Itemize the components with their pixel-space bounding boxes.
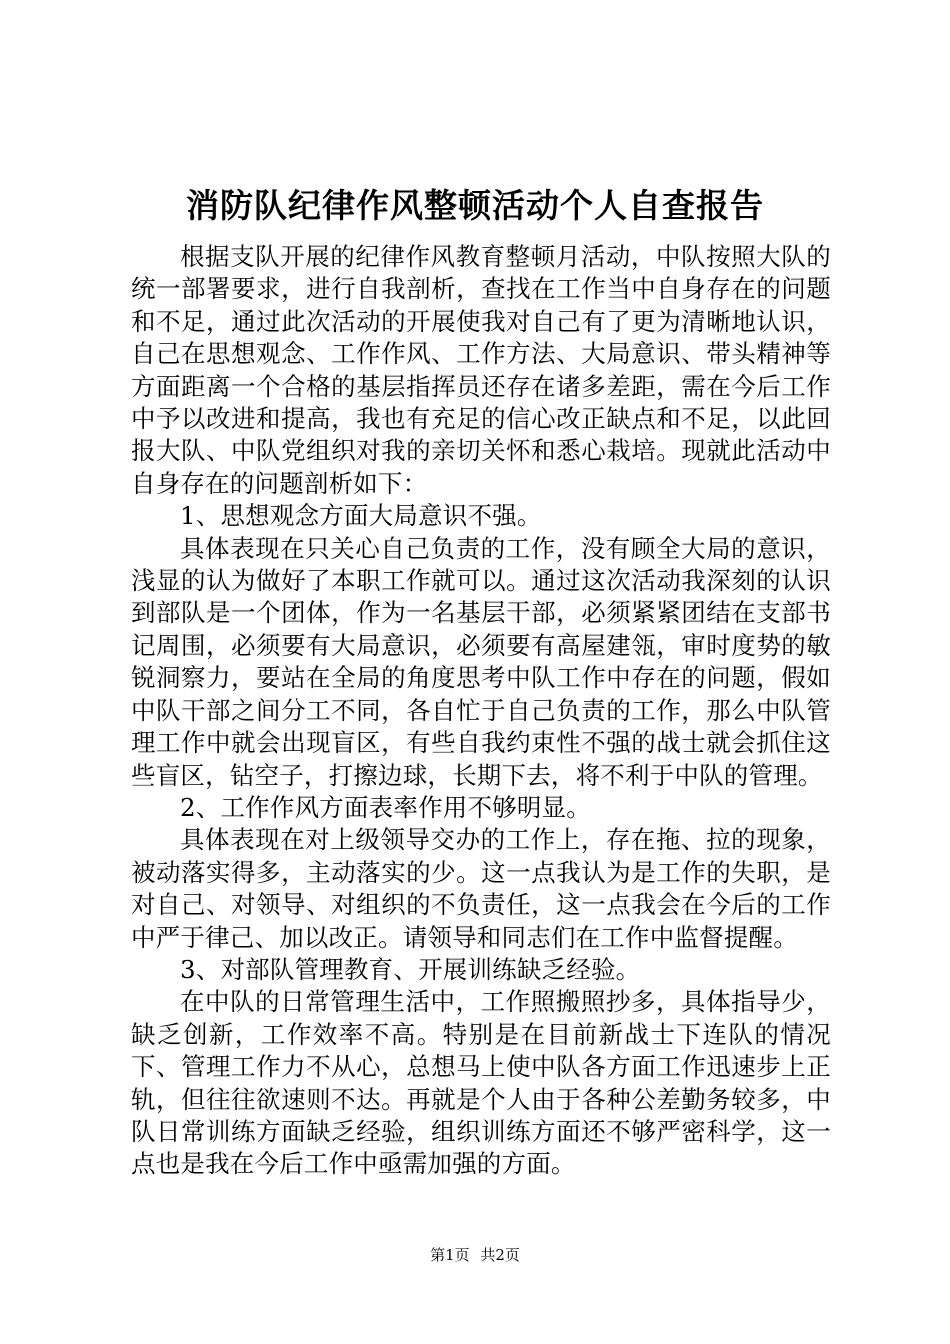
section-heading-2: 2、工作作风方面表率作用不够明显。 bbox=[180, 792, 591, 822]
section-body-1: 具体表现在只关心自己负责的工作，没有顾全大局的意识，浅显的认为做好了本职工作就可以。通过这次活动我深刻的认识到部队是一个团体，作为一名基层干部，必须紧紧团结在支部书记周围，必须要有大局意识，必须要有高屋建瓴，审时度势的敏锐洞察力，要站在全局的角度思考中队工作中存在的问题，假如中队干部之间分工不同，各自忙于自己负责的工作，那么中队管理工作中就会出现盲区，有些自我约束性不强的战士就会抓住这些盲区，钻空子，打擦边球，长期下去，将不利于中队的管理。 bbox=[131, 533, 831, 790]
page-footer bbox=[0, 1245, 950, 1265]
document-title: 消防队纪律作风整顿活动个人自查报告 bbox=[186, 186, 764, 225]
page-number: 第1页 bbox=[430, 1246, 470, 1264]
document-body bbox=[131, 241, 831, 1181]
section-heading-1: 1、思想观念方面大局意识不强。 bbox=[180, 501, 542, 531]
intro-paragraph: 根据支队开展的纪律作风教育整顿月活动，中队按照大队的统一部署要求，进行自我剖析，查找在工作当中自身存在的问题和不足，通过此次活动的开展使我对自己有了更为清晰地认识，自己在思想观念、工作作风、工作方法、大局意识、带头精神等方面距离一个合格的基层指挥员还存在诸多差距，需在今后工作中予以改进和提高，我也有充足的信心改正缺点和不足，以此回报大队、中队党组织对我的亲切关怀和悉心栽培。现就此活动中自身存在的问题剖析如下： bbox=[131, 242, 831, 498]
section-body-2: 具体表现在对上级领导交办的工作上，存在拖、拉的现象，被动落实得多，主动落实的少。这一点我认为是工作的失职，是对自己、对领导、对组织的不负责任，这一点我会在今后的工作中严于律己、加以改正。请领导和同志们在工作中监督提醒。 bbox=[131, 825, 831, 952]
section-heading-3: 3、对部队管理教育、开展训练缺乏经验。 bbox=[180, 954, 641, 984]
section-body-3: 在中队的日常管理生活中，工作照搬照抄多，具体指导少，缺乏创新，工作效率不高。特别是在目前新战士下连队的情况下、管理工作力不从心，总想马上使中队各方面工作迅速步上正轨，但往往欲速则不达。再就是个人由于各种公差勤务较多，中队日常训练方面缺乏经验，组织训练方面还不够严密科学，这一点也是我在今后工作中亟需加强的方面。 bbox=[131, 987, 831, 1179]
page-total: 共2页 bbox=[480, 1246, 520, 1264]
